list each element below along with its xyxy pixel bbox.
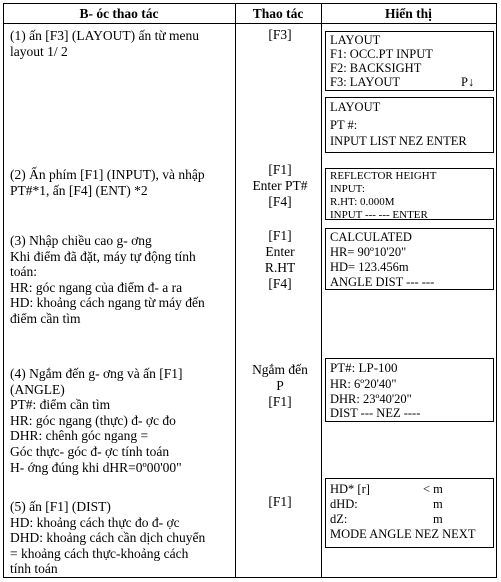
step-line: layout 1/ 2: [10, 43, 68, 59]
screen-line: DHR: 23º40'20": [330, 392, 412, 406]
step-line: DHD: khoảng cách cần dịch chuyển: [10, 530, 206, 546]
op-line: Enter PT#: [252, 178, 308, 193]
step-line: (2) Ấn phím [F1] (INPUT), và nhập: [10, 167, 205, 182]
op-line: [F3]: [268, 27, 292, 42]
screen-line: dHD:: [330, 497, 358, 511]
screen-line: PT #:: [330, 118, 358, 132]
dz-unit: m: [433, 512, 443, 526]
header-divider: [3, 23, 497, 24]
screen-line: F2: BACKSIGHT: [330, 61, 422, 75]
step-line: HD: khoảng cách ngang từ máy đến: [10, 295, 205, 311]
page-down-marker: P↓: [461, 75, 475, 89]
screen-calculated: [325, 228, 494, 290]
op-line: Enter: [265, 244, 295, 259]
screen-dist: [325, 478, 494, 548]
table-border-bottom: [3, 577, 497, 578]
column-divider-2: [321, 3, 322, 578]
table-border-top: [3, 3, 497, 4]
table-border-left: [3, 3, 4, 578]
screen-layout-pt: [325, 97, 494, 153]
step-line: HD: khoảng cách thực đo đ- ợc: [10, 514, 180, 530]
step-line: HR: góc ngang (thực) đ- ợc đo: [10, 412, 176, 428]
column-divider-1: [235, 3, 236, 578]
screen-line: CALCULATED: [330, 230, 412, 244]
screen-line: dZ:: [330, 512, 348, 526]
step-line: (1) ấn [F3] (LAYOUT) ấn từ menu: [10, 28, 200, 43]
dhd-unit: m: [433, 497, 443, 511]
step-2-operation: [241, 162, 319, 210]
hd-unit: < m: [423, 482, 443, 496]
screen-line: REFLECTOR HEIGHT: [330, 170, 437, 182]
step-line: tính toán: [10, 561, 58, 577]
step-line: HR: góc ngang của điểm đ- a ra: [10, 279, 183, 295]
screen-line: ANGLE DIST --- ---: [330, 275, 435, 289]
op-line: [F1]: [268, 394, 292, 409]
step-line: PT#: điểm cần tìm: [10, 397, 111, 413]
step-line: điểm cần tìm: [10, 310, 81, 326]
op-line: [F1]: [268, 494, 292, 509]
op-line: [F1]: [268, 228, 292, 243]
step-1-operation: [241, 27, 319, 43]
step-3-operation: [241, 228, 319, 292]
screen-line: INPUT:: [330, 183, 365, 195]
step-line: DHR: chênh góc ngang =: [10, 428, 149, 444]
step-line: PT#*1, ấn [F4] (ENT) *2: [10, 182, 148, 198]
op-line: [F4]: [268, 276, 292, 291]
screen-line: F3: LAYOUT: [330, 75, 401, 89]
header-display: Hiển thị: [385, 6, 432, 21]
step-line: Khi điểm đã đặt, máy tự động tính: [10, 248, 196, 264]
layout-procedure-table: [3, 3, 497, 578]
screen-line: HR: 6º20'40": [330, 377, 397, 391]
screen-line: F1: OCC.PT INPUT: [330, 47, 433, 61]
screen-line: R.HT: 0.000M: [330, 196, 395, 208]
step-line: toán:: [10, 264, 37, 280]
screen-layout-menu: [325, 31, 494, 91]
step-line: (5) ấn [F1] (DIST): [10, 499, 111, 514]
op-line: R.HT: [264, 260, 296, 275]
step-1-text: [10, 28, 232, 59]
step-4-operation: [241, 362, 319, 410]
screen-line: PT#: LP-100: [330, 360, 398, 375]
op-line: P: [276, 378, 284, 393]
op-line: Ngắm đến: [252, 362, 308, 377]
screen-line: LAYOUT: [330, 100, 381, 114]
header-operation: Thao tác: [252, 6, 304, 21]
screen-angle: [325, 358, 494, 422]
step-5-operation: [241, 494, 319, 510]
step-line: (3) Nhập chiều cao g- ơng: [10, 233, 152, 248]
screen-line: INPUT --- --- ENTER: [330, 209, 428, 220]
screen-line: HD= 123.456m: [330, 260, 409, 274]
header-step: B- óc thao tác: [79, 6, 159, 21]
step-2-text: [10, 167, 232, 198]
screen-line: LAYOUT: [330, 33, 381, 47]
op-line: [F1]: [268, 162, 292, 177]
screen-line: DIST --- NEZ ----: [330, 406, 421, 420]
step-line: (ANGLE): [10, 381, 65, 397]
screen-line: MODE ANGLE NEZ NEXT: [330, 527, 476, 541]
table-border-right: [496, 3, 497, 578]
step-3-text: [10, 233, 232, 327]
screen-line: HD* [r]: [330, 482, 370, 496]
step-line: H- ớng đúng khi dHR=0º00'00": [10, 459, 182, 475]
screen-reflector-height: [325, 168, 494, 220]
screen-line: INPUT LIST NEZ ENTER: [330, 134, 467, 148]
screen-line: HR= 90º10'20": [330, 245, 407, 259]
step-line: Góc thực- góc đ- ợc tính toán: [10, 443, 170, 459]
step-line: = khoảng cách thực-khoảng cách: [10, 545, 189, 561]
op-line: [F4]: [268, 194, 292, 209]
step-line: (4) Ngắm đến g- ơng và ấn [F1]: [10, 366, 183, 381]
step-4-text: [10, 366, 232, 475]
step-5-text: [10, 499, 232, 577]
